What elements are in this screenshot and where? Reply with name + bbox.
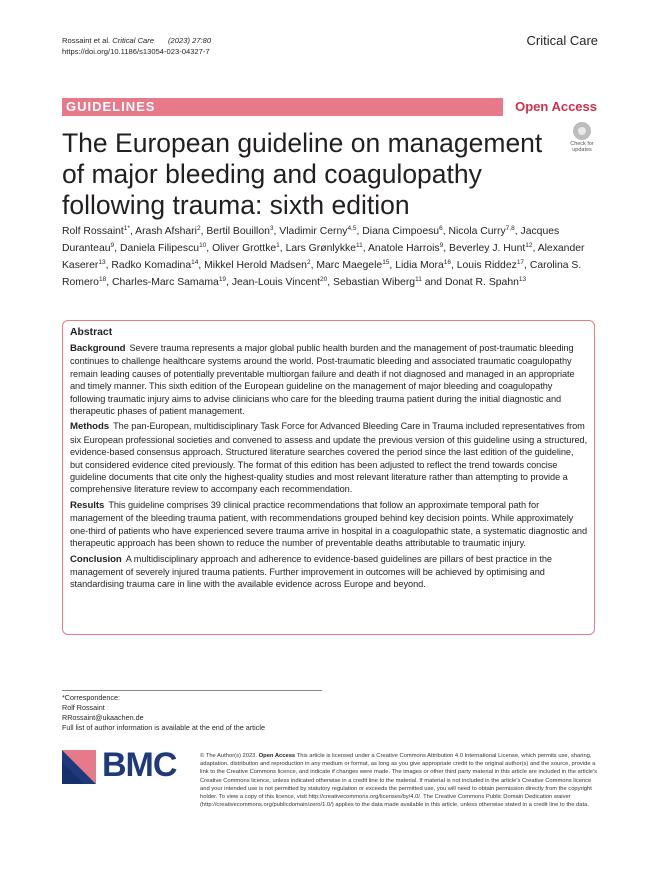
article-type-label: GUIDELINES xyxy=(66,99,156,114)
author-name[interactable]: Arash Afshari xyxy=(135,226,197,237)
section-label: Conclusion xyxy=(70,553,122,565)
author-info-note: Full list of author information is available at the end of the article xyxy=(62,723,265,732)
section-label: Methods xyxy=(70,421,110,433)
updates-icon xyxy=(573,122,591,140)
author-name[interactable]: Sebastian Wiberg xyxy=(333,277,416,288)
doi-link[interactable]: https://doi.org/10.1186/s13054-023-04327-7 xyxy=(62,47,210,56)
author-name[interactable]: Charles-Marc Samama xyxy=(111,277,219,288)
abstract-conclusion xyxy=(70,553,594,591)
author-affiliation: 14 xyxy=(191,259,199,266)
author-name[interactable]: Donat R. Spahn xyxy=(444,277,519,288)
citation-journal: Critical Care xyxy=(112,36,155,45)
author-affiliation: 2 xyxy=(196,225,201,232)
author-affiliation: 16 xyxy=(443,259,451,266)
author-name[interactable]: Anatole Harrois xyxy=(367,243,440,254)
abstract-box xyxy=(62,320,595,635)
journal-name: Critical Care xyxy=(526,33,598,48)
author-affiliation: 1 xyxy=(276,242,280,249)
author-name[interactable]: Diana Cimpoesu xyxy=(362,226,440,237)
author-name[interactable]: Mikkel Herold Madsen xyxy=(204,260,307,271)
authors-and: and xyxy=(424,277,443,288)
author-affiliation: 15 xyxy=(382,259,390,266)
abstract-background xyxy=(70,342,594,417)
author-affiliation: 3 xyxy=(269,225,274,232)
author-name[interactable]: Vladimir Cerny xyxy=(279,226,348,237)
author-name[interactable]: Carolina S. Romero xyxy=(62,260,582,288)
section-text: The pan-European, multidisciplinary Task Force for Advanced Bleeding Care in Trauma included representatives from six European professional societies and convened to assess and update the previous version of this guideline using a structured, evidence-based consensus approach. Structured literature searches covered the period since the last edition of the guideline, but considered evidence cited previously. The format of this edition has been adjusted to reflect the trend towards concise guideline documents that cite only the highest-quality studies and most relevant literature rather than attempting to provide a comprehensive literature review to accompany each recommendation. xyxy=(70,421,588,495)
section-text: A multidisciplinary approach and adherence to evidence-based guidelines are pillars of best practice in the management of severely injured trauma patients. Further improvement in outcomes will be achieved by optimising and standardising trauma care in line with the available evidence across Europe and beyond. xyxy=(70,553,552,590)
section-label: Background xyxy=(70,343,126,354)
updates-text-line1: Check for xyxy=(570,141,594,147)
correspondence-note xyxy=(62,693,265,733)
author-list: Rolf Rossaint$^{1*}$, Arash Afshari$^2$, Bertil Bouillon$^3$, Vladimir Cerny$^{4,5}$, Diana Cimpoesu$^6$, Nicola Curry$^{7,8}$, Jacques Duranteau$^9$, Daniela Filipescu$^{10}$, Oliver Grottke$^1$, Lars Grønlykke$^{11}$, Anatole Harrois$^9$, Beverley J. Hunt$^{12}$, Alexander Kaserer$^{13}$, Radko Komadina$^{14}$, Mikkel Herold Madsen$^2$, Marc Maegele$^{15}$, Lidia Mora$^{16}$, Louis Riddez$^{17}$, Carolina S. Romero$^{18}$, Charles-Marc Samama$^{19}$, Jean-Louis Vincent$^{20}$, Sebastian Wiberg$^{11}$ and Donat R. Spahn$^{13}$ xyxy=(62,225,585,288)
license-text: This article is licensed under a Creative Commons Attribution 4.0 International License, which permits use, sharing, adaptation, distribution and reproduction in any medium or format, as long as you give appropriate credit to the original author(s) and the source, provide a link to the Creative Commons licence, and indicate if changes were made. The images or other third party material in this article are included in the article's Creative Commons licence, unless indicated otherwise in a credit line to the material. If material is not included in the article's Creative Commons licence and your intended use is not permitted by statutory regulation or exceeds the permitted use, you will need to obtain permission directly from the copyright holder. To view a copy of this licence, visit http://creativecommons.org/licenses/by/4.0/. The Creative Commons Public Domain Dedication waiver (http://creativecommons.org/publicdomain/zero/1.0/) applies to the data made available in this article, unless otherwise stated in a credit line to the data. xyxy=(200,753,597,809)
author-affiliation: 9 xyxy=(110,242,115,249)
author-name[interactable]: Lars Grønlykke xyxy=(285,243,357,254)
author-affiliation: 11 xyxy=(356,242,363,249)
author-affiliation: 18 xyxy=(98,276,107,283)
author-affiliation: 20 xyxy=(320,276,328,283)
section-label: Results xyxy=(70,499,105,511)
open-access-box xyxy=(503,98,598,116)
abstract-results xyxy=(70,499,594,550)
author-affiliation: 19 xyxy=(218,276,227,283)
citation-line xyxy=(62,35,211,46)
running-header xyxy=(62,35,211,57)
article-type-banner xyxy=(62,98,598,116)
updates-text xyxy=(565,141,599,153)
correspondence-name: Rolf Rossaint xyxy=(62,703,105,712)
updates-text-line2: updates xyxy=(572,147,592,153)
author-affiliation: 13 xyxy=(98,259,106,266)
abstract-methods xyxy=(70,420,594,495)
author-name[interactable]: Nicola Curry xyxy=(448,226,506,237)
author-affiliation: 12 xyxy=(525,242,533,249)
license-open-access: Open Access xyxy=(258,753,296,759)
author-name[interactable]: Alexander Kaserer xyxy=(62,243,585,271)
author-name[interactable]: Radko Komadina xyxy=(111,260,192,271)
author-affiliation: 4,5 xyxy=(347,225,357,232)
author-affiliation: 6 xyxy=(439,225,443,232)
article-title: The European guideline on management of major bleeding and coagulopathy following trauma: sixth edition xyxy=(62,128,543,220)
author-name[interactable]: Jean-Louis Vincent xyxy=(231,277,321,288)
bmc-logo-icon xyxy=(62,750,96,784)
author-affiliation: 17 xyxy=(516,259,525,266)
bmc-logo-text: BMC xyxy=(102,746,177,784)
section-text: Severe trauma represents a major global public health burden and the management of post-traumatic bleeding continues to challenge healthcare systems around the world. Post-traumatic bleeding and associated traumatic coagulopathy remain leading causes of potentially preventable multiorgan failure and death if not diagnosed and managed in an appropriate and timely manner. This sixth edition of the European guideline on the management of major bleeding and coagulopathy following traumatic injury aims to advise clinicians who care for the bleeding trauma patient during the initial diagnostic and therapeutic phases of patient management. xyxy=(70,343,575,417)
author-name[interactable]: Beverley J. Hunt xyxy=(449,243,526,254)
author-affiliation: 1* xyxy=(123,225,130,232)
author-affiliation: 10 xyxy=(199,242,207,249)
author-name[interactable]: Rolf Rossaint xyxy=(62,226,124,237)
author-name[interactable]: Bertil Bouillon xyxy=(206,226,270,237)
author-name[interactable]: Louis Riddez xyxy=(456,260,517,271)
license-copyright: © The Author(s) 2023. xyxy=(200,753,258,759)
abstract-heading: Abstract xyxy=(70,327,113,338)
author-affiliation: 11 xyxy=(415,276,422,283)
footnote-divider xyxy=(62,690,322,691)
author-name[interactable]: Oliver Grottke xyxy=(212,243,277,254)
author-name[interactable]: Jacques Duranteau xyxy=(62,226,560,254)
author-name[interactable]: Lidia Mora xyxy=(395,260,444,271)
author-affiliation: 13 xyxy=(518,276,527,283)
bmc-logo xyxy=(62,746,187,786)
section-text: This guideline comprises 39 clinical practice recommendations that follow an approximate temporal path for management of the bleeding trauma patient, with recommendations grouped behind key decision points. While approximately one-third of patients who have experienced severe trauma arrive in hospital in a coagulopathic state, a systematic diagnostic and therapeutic approach has been shown to reduce the number of preventable deaths attributable to traumatic injury. xyxy=(70,499,588,549)
license-statement xyxy=(200,752,600,809)
check-for-updates-badge[interactable] xyxy=(565,121,599,154)
author-name[interactable]: Marc Maegele xyxy=(316,260,383,271)
author-name[interactable]: Daniela Filipescu xyxy=(119,243,200,254)
correspondence-email[interactable]: RRossaint@ukaachen.de xyxy=(62,713,144,722)
author-affiliation: 9 xyxy=(439,242,444,249)
correspondence-label: *Correspondence: xyxy=(62,693,120,702)
citation-authors: Rossaint et al. xyxy=(62,36,111,45)
citation-year-volume: (2023) 27:80 xyxy=(168,36,212,45)
author-affiliation: 2 xyxy=(306,259,311,266)
open-access-label: Open Access xyxy=(515,99,597,114)
author-affiliation: 7,8 xyxy=(505,225,515,232)
